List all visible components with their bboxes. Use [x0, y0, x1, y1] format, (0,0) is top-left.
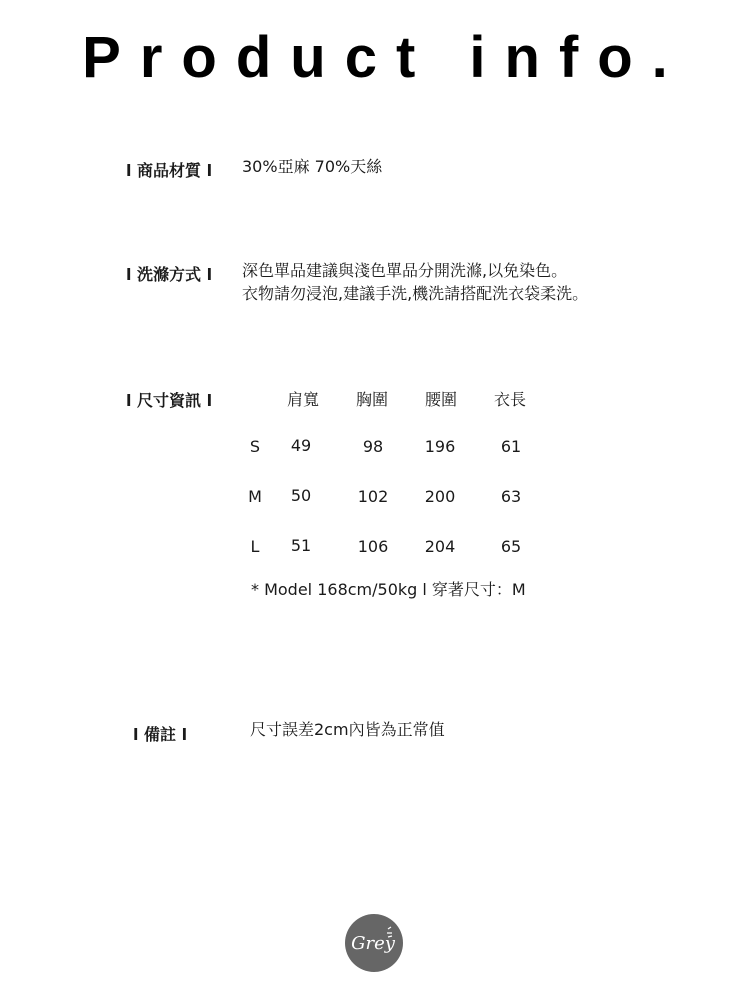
washing-label: l 洗滌方式 l: [126, 265, 213, 284]
size-info-label: l 尺寸資訊 l: [126, 391, 213, 410]
grey-logo-icon: [344, 913, 404, 973]
washing-line-1: 深色單品建議與淺色單品分開洗滌,以免染色。: [242, 261, 568, 280]
size-label: L: [250, 537, 260, 556]
value-cell: 200: [424, 487, 456, 506]
header-shoulder: 肩寬: [286, 390, 319, 409]
value-cell: 51: [290, 536, 312, 555]
value-cell: 204: [424, 537, 456, 556]
material-label: l 商品材質 l: [126, 161, 213, 180]
header-chest: 胸圍: [355, 390, 388, 409]
value-cell: 102: [357, 487, 389, 506]
value-cell: 61: [500, 437, 522, 456]
size-label: S: [249, 437, 261, 456]
value-cell: 63: [500, 487, 522, 506]
logo-text: Grey: [351, 933, 395, 954]
value-cell: 196: [424, 437, 456, 456]
model-note: * Model 168cm/50kg l 穿著尺寸：M: [251, 580, 526, 599]
header-length: 衣長: [493, 390, 526, 409]
size-label: M: [248, 487, 262, 506]
value-cell: 49: [290, 436, 312, 455]
washing-line-2: 衣物請勿浸泡,建議手洗,機洗請搭配洗衣袋柔洗。: [242, 284, 589, 303]
value-cell: 98: [362, 437, 384, 456]
value-cell: 106: [357, 537, 389, 556]
page-title: Product info.: [82, 25, 687, 90]
remarks-value: 尺寸誤差2cm內皆為正常值: [250, 720, 445, 739]
remarks-label: l 備註 l: [133, 725, 188, 744]
header-waist: 腰圍: [424, 390, 457, 409]
value-cell: 65: [500, 537, 522, 556]
material-value: 30%亞麻 70%天絲: [242, 157, 383, 176]
value-cell: 50: [290, 486, 312, 505]
